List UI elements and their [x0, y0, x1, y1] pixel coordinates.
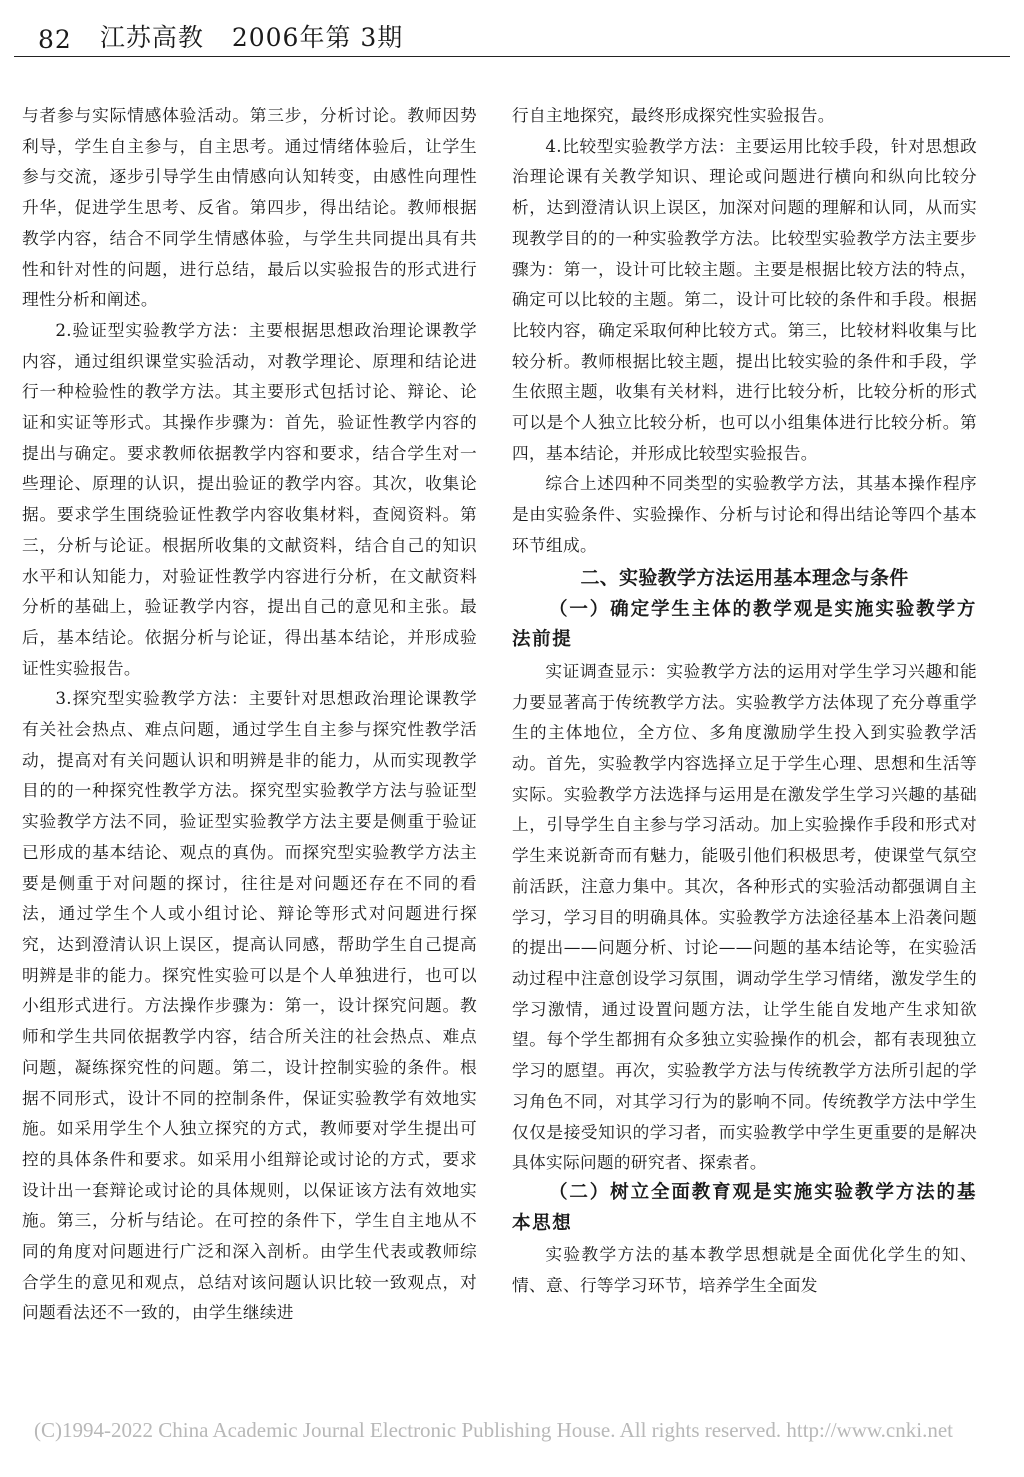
- subsection-heading: （二）树立全面教育观是实施实验教学方法的基本思想: [512, 1181, 977, 1234]
- running-header: [14, 8, 1010, 54]
- right-column: [512, 100, 977, 1301]
- body-paragraph: 行自主地探究，最终形成探究性实验报告。: [512, 105, 835, 125]
- subsection-heading: （一）确定学生主体的教学观是实施实验教学方法前提: [512, 598, 977, 651]
- body-paragraph: 实证调查显示：实验教学方法的运用对学生学习兴趣和能力要显著高于传统教学方法。实验教学方法体现了充分尊重学生的主体地位，全方位、多角度激励学生投入到实验教学活动。首先，实验教学内容选择立足于学生心理、思想和生活等实际。实验教学方法选择与运用是在激发学生学习兴趣的基础上，引导学生自主参与学习活动。加上实验操作手段和形式对学生来说新奇而有魅力，能吸引他们积极思考，使课堂气氛空前活跃，注意力集中。其次，各种形式的实验活动都强调自主学习，学习目的明确具体。实验教学方法途径基本上沿袭问题的提出——问题分析、讨论——问题的基本结论等，在实验活动过程中注意创设学习氛围，调动学生学习情绪，激发学生的学习激情，通过设置问题方法，让学生能自发地产生求知欲望。每个学生都拥有众多独立实验操作的机会，都有表现独立学习的愿望。再次，实验教学方法与传统教学方法所引起的学习角色不同，对其学习行为的影响不同。传统教学方法中学生仅仅是接受知识的学习者，而实验教学中学生更重要的是解决具体实际问题的研究者、探索者。: [512, 660, 977, 1173]
- copyright-watermark: (C)1994-2022 China Academic Journal Electronic Publishing House. All rights reserved. http://www.cnki.net: [34, 1418, 953, 1442]
- header-rule: [14, 56, 1010, 57]
- body-paragraph: 综合上述四种不同类型的实验教学方法，其基本操作程序是由实验条件、实验操作、分析与讨论和得出结论等四个基本环节组成。: [512, 473, 977, 555]
- body-paragraph: 实验教学方法的基本教学思想就是全面优化学生的知、情、意、行等学习环节，培养学生全面发: [512, 1244, 977, 1296]
- body-paragraph: 3.探究型实验教学方法：主要针对思想政治理论课教学有关社会热点、难点问题，通过学生自主参与探究性教学活动，提高对有关问题认识和明辨是非的能力，从而实现教学目的的一种探究性教学方法。探究型实验教学方法与验证型实验教学方法不同，验证型实验教学方法主要是侧重于验证已形成的基本结论、观点的真伪。而探究型实验教学方法主要是侧重于对问题的探讨，往往是对问题还存在不同的看法，通过学生个人或小组讨论、辩论等形式对问题进行探究，达到澄清认识上误区，提高认同感，帮助学生自己提高明辨是非的能力。探究性实验可以是个人单独进行，也可以小组形式进行。方法操作步骤为：第一，设计探究问题。教师和学生共同依据教学内容，结合所关注的社会热点、难点问题，凝练探究性的问题。第二，设计控制实验的条件。根据不同形式，设计不同的控制条件，保证实验教学有效地实施。如采用学生个人独立探究的方式，教师要对学生提出可控的具体条件和要求。如采用小组辩论或讨论的方式，要求设计出一套辩论或讨论的具体规则，以保证该方法有效地实施。第三，分析与结论。在可控的条件下，学生自主地从不同的角度对问题进行广泛和深入剖析。由学生代表或教师综合学生的意见和观点，总结对该问题认识比较一致观点，对问题看法还不一致的，由学生继续进: [22, 688, 477, 1323]
- journal-name: 江苏高教: [99, 23, 204, 52]
- body-paragraph: 与者参与实际情感体验活动。第三步，分析讨论。教师因势利导，学生自主参与，自主思考。通过情绪体验后，让学生参与交流，逐步引导学生由情感向认知转变，由感性向理性升华，促进学生思考、反省。第四步，得出结论。教师根据教学内容，结合不同学生情感体验，与学生共同提出具有共性和针对性的问题，进行总结，最后以实验报告的形式进行理性分析和阐述。: [22, 105, 477, 310]
- page-number: 82: [38, 25, 72, 54]
- section-heading: 二、实验教学方法运用基本理念与条件: [580, 566, 909, 589]
- body-paragraph: 4.比较型实验教学方法：主要运用比较手段，针对思想政治理论课有关教学知识、理论或问题进行横向和纵向比较分析，达到澄清认识上误区，加深对问题的理解和认同，从而实现教学目的的一种实验教学方法。比较型实验教学方法主要步骤为：第一，设计可比较主题。主要是根据比较方法的特点，确定可以比较的主题。第二，设计可比较的条件和手段。根据比较内容，确定采取何种比较方式。第三，比较材料收集与比较分析。教师根据比较主题，提出比较实验的条件和手段，学生依照主题，收集有关材料，进行比较分析，比较分析的形式可以是个人独立比较分析，也可以小组集体进行比较分析。第四，基本结论，并形成比较型实验报告。: [512, 135, 977, 463]
- body-paragraph: 2.验证型实验教学方法：主要根据思想政治理论课教学内容，通过组织课堂实验活动，对教学理论、原理和结论进行一种检验性的教学方法。其主要形式包括讨论、辩论、论证和实证等形式。其操作步骤为：首先，验证性教学内容的提出与确定。要求教师依据教学内容和要求，结合学生对一些理论、原理的认识，提出验证的教学内容。其次，收集论据。要求学生围绕验证性教学内容收集材料，查阅资料。第三，分析与论证。根据所收集的文献资料，结合自己的知识水平和认知能力，对验证性教学内容进行分析，在文献资料分析的基础上，验证教学内容，提出自己的意见和主张。最后，基本结论。依据分析与论证，得出基本结论，并形成验证性实验报告。: [22, 319, 477, 678]
- issue-label: 2006年第 3期: [231, 23, 404, 52]
- left-column: [22, 100, 477, 1328]
